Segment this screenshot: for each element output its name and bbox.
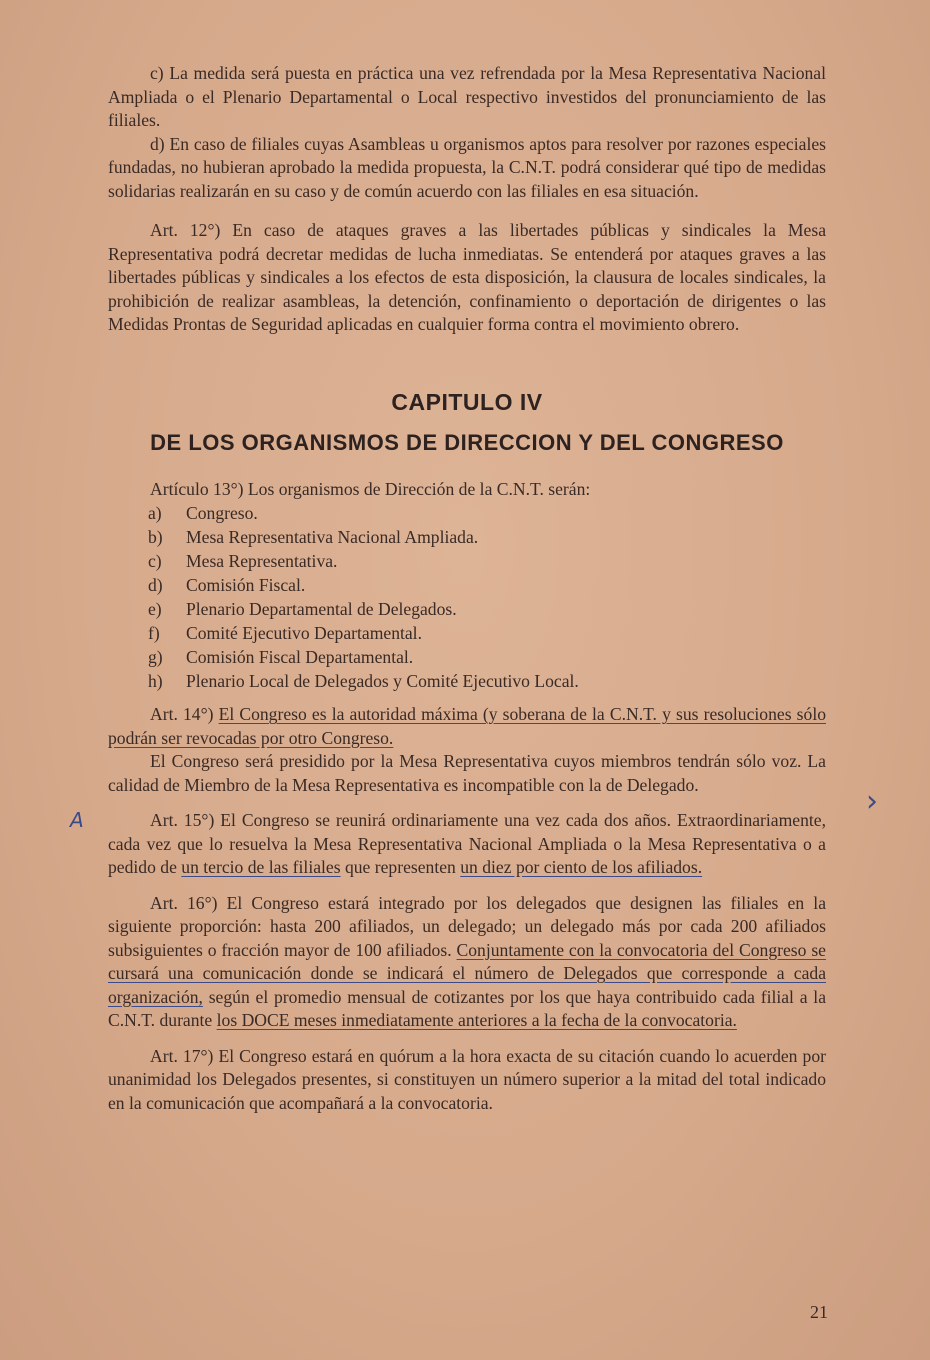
chapter-title: DE LOS ORGANISMOS DE DIRECCION Y DEL CONGRESO [150, 429, 784, 455]
article-12: Art. 12°) En caso de ataques graves a las libertades públicas y sindicales la Mesa Representativa podrá decretar medidas de lucha inmediatas. Se entenderá por ataques graves a las libertades públicas y sindicales a los efectos de esta disposición, la clausura de locales sindicales, la prohibición de realizar asambleas, la detención, confinamiento o deportación de dirigentes o las Medidas Prontas de Seguridad aplicadas en cualquier forma contra el movimiento obrero. [108, 220, 826, 334]
article-13-intro: Artículo 13°) Los organismos de Dirección de la C.N.T. serán: [150, 478, 591, 499]
list-item: a) Congreso. [148, 503, 258, 523]
article-14: Art. 14°) El Congreso es la autoridad máxima (y soberana de la C.N.T. y sus resoluciones sólo podrán ser revocadas por otro Congreso. [108, 704, 826, 748]
chapter-number: CAPITULO IV [391, 388, 543, 415]
article-14-underlined: El Congreso es la autoridad máxima (y soberana de la C.N.T. y sus resoluciones sólo podrán ser revocadas por otro Congreso. [108, 704, 826, 748]
chapter-heading [108, 389, 826, 456]
list-item: g) Comisión Fiscal Departamental. [148, 647, 414, 667]
list-item: h) Plenario Local de Delegados y Comité Ejecutivo Local. [148, 671, 579, 691]
list-item: b) Mesa Representativa Nacional Ampliada. [148, 527, 479, 547]
list-item: c) Mesa Representativa. [148, 551, 338, 571]
margin-mark-icon: A [70, 808, 84, 832]
organisms-list [108, 501, 826, 693]
document-page [108, 62, 826, 1115]
page-number: 21 [810, 1302, 828, 1322]
paragraph-c: c) La medida será puesta en práctica una vez refrendada por la Mesa Representativa Nacional Ampliada o el Plenario Departamental o Local respectivo investidos del pronunciamiento de las filiales. [108, 63, 826, 130]
list-item: f) Comité Ejecutivo Departamental. [148, 623, 422, 643]
article-14-p2: El Congreso será presidido por la Mesa Representativa cuyos miembros tendrán sólo voz. La calidad de Miembro de la Mesa Representativa es incompatible con la de Delegado. [108, 751, 826, 795]
paragraph-d: d) En caso de filiales cuyas Asambleas u organismos aptos para resolver por razones especiales fundadas, no hubieran aprobado la medida propuesta, la C.N.T. podrá considerar qué tipo de medidas solidarias realizarán en su caso y de común acuerdo con las filiales en esa situación. [108, 133, 826, 201]
list-item: d) Comisión Fiscal. [148, 575, 306, 595]
margin-arrow-icon: › [866, 784, 878, 819]
article-15: Art. 15°) El Congreso se reunirá ordinariamente una vez cada dos años. Extraordinariamente, cada vez que lo resuelva la Mesa Representativa Nacional Ampliada o la Mesa Representativa o a pedido de un tercio de las filiales que representen un diez por ciento de los afiliados. [108, 810, 826, 877]
article-17: Art. 17°) El Congreso estará en quórum a la hora exacta de su citación cuando lo acuerden por unanimidad los Delegados presentes, si constituyen un número superior a la mitad del total indicado en la comunicación que acompañará a la convocatoria. [108, 1045, 826, 1113]
article-16: Art. 16°) El Congreso estará integrado por los delegados que designen las filiales en la siguiente proporción: hasta 200 afiliados, un delegado; un delegado más por cada 200 afiliados subsiguientes o fracción mayor de 100 afiliados. Conjuntamente con la convocatoria del Congreso se cursará una comunicación donde se indicará el número de Delegados que corresponde a cada organización, según el promedio mensual de cotizantes por los que haya contribuido cada filial a la C.N.T. durante los DOCE meses inmediatamente anteriores a la fecha de la convocatoria. [108, 892, 826, 1030]
list-item: e) Plenario Departamental de Delegados. [148, 599, 457, 619]
